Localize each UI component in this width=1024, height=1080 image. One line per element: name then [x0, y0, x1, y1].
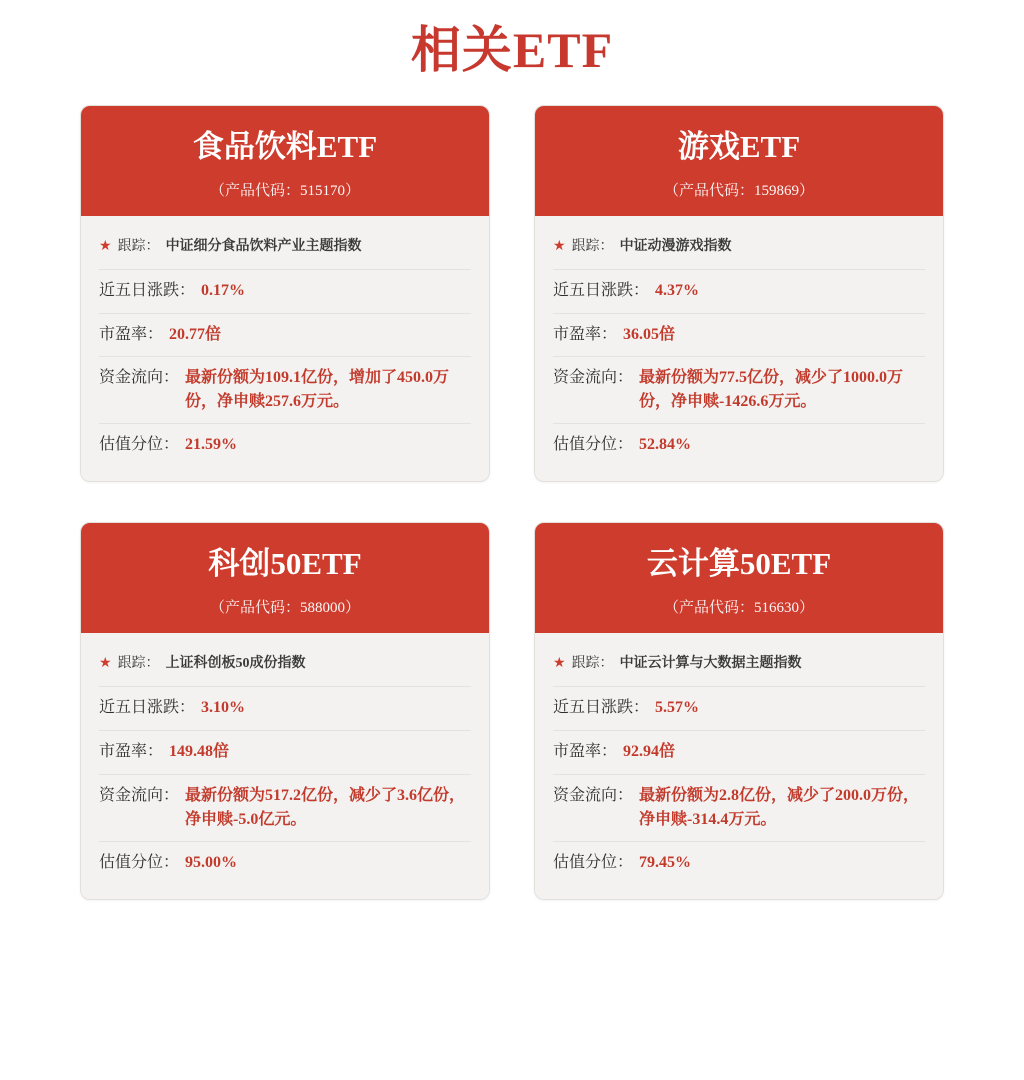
- etf-five-day-value: 3.10%: [201, 699, 246, 717]
- etf-card-header: [535, 106, 943, 216]
- etf-card-body: [535, 633, 943, 898]
- etf-flow-value: 最新份额为517.2亿份，减少了3.6亿份，净申赎-5.0亿元。: [185, 786, 466, 828]
- etf-track-label: 跟踪：: [117, 239, 160, 255]
- etf-flow-row: [99, 775, 471, 842]
- etf-five-day-value: 4.37%: [655, 281, 700, 299]
- etf-five-day-row: [99, 270, 471, 314]
- etf-track-row: [553, 230, 925, 270]
- etf-valuation-label: 估值分位：: [553, 853, 634, 871]
- etf-flow-row: [99, 357, 471, 424]
- etf-name: 科创50ETF: [208, 546, 362, 582]
- etf-flow-value: 最新份额为2.8亿份，减少了200.0万份，净申赎-314.4万元。: [639, 786, 920, 828]
- etf-valuation-value: 79.45%: [639, 853, 692, 871]
- etf-code: （产品代码：159869）: [663, 183, 814, 200]
- etf-flow-label: 资金流向：: [99, 369, 180, 387]
- etf-pe-label: 市盈率：: [99, 742, 164, 760]
- etf-track-row: [99, 230, 471, 270]
- etf-pe-label: 市盈率：: [99, 325, 164, 343]
- etf-card[interactable]: [534, 522, 944, 899]
- etf-track-label: 跟踪：: [117, 656, 160, 672]
- etf-card-header: [81, 106, 489, 216]
- etf-track-value: 上证科创板50成份指数: [165, 656, 306, 672]
- etf-pe-row: [553, 314, 925, 358]
- etf-pe-row: [99, 314, 471, 358]
- etf-flow-row: [553, 775, 925, 842]
- etf-track-value: 中证云计算与大数据主题指数: [619, 656, 802, 672]
- star-icon: ★: [553, 239, 566, 255]
- etf-name: 云计算50ETF: [646, 546, 832, 582]
- etf-pe-value: 20.77倍: [169, 325, 222, 343]
- etf-flow-label: 资金流向：: [553, 369, 634, 387]
- etf-track-row: [99, 647, 471, 687]
- etf-five-day-value: 5.57%: [655, 699, 700, 717]
- etf-valuation-value: 95.00%: [185, 853, 238, 871]
- star-icon: ★: [553, 656, 566, 672]
- etf-flow-row: [553, 357, 925, 424]
- etf-valuation-row: [553, 424, 925, 467]
- etf-track-label: 跟踪：: [571, 239, 614, 255]
- etf-code: （产品代码：588000）: [209, 600, 360, 617]
- etf-five-day-row: [553, 270, 925, 314]
- etf-flow-value: 最新份额为109.1亿份，增加了450.0万份，净申赎257.6万元。: [185, 369, 450, 411]
- etf-valuation-value: 52.84%: [639, 436, 692, 454]
- etf-code: （产品代码：515170）: [209, 183, 360, 200]
- etf-pe-row: [99, 731, 471, 775]
- etf-five-day-value: 0.17%: [201, 281, 246, 299]
- etf-flow-label: 资金流向：: [553, 786, 634, 804]
- etf-card-header: [535, 523, 943, 633]
- etf-code: （产品代码：516630）: [663, 600, 814, 617]
- etf-name: 游戏ETF: [677, 129, 801, 164]
- etf-flow-value: 最新份额为77.5亿份，减少了1000.0万份，净申赎-1426.6万元。: [639, 369, 904, 411]
- etf-pe-row: [553, 731, 925, 775]
- etf-five-day-label: 近五日涨跌：: [553, 281, 650, 299]
- etf-track-value: 中证细分食品饮料产业主题指数: [165, 239, 362, 255]
- etf-pe-label: 市盈率：: [553, 325, 618, 343]
- etf-name: 食品饮料ETF: [192, 129, 378, 164]
- etf-valuation-row: [553, 842, 925, 885]
- star-icon: ★: [99, 656, 112, 672]
- etf-card[interactable]: [80, 105, 490, 482]
- etf-track-label: 跟踪：: [571, 656, 614, 672]
- etf-flow-label: 资金流向：: [99, 786, 180, 804]
- etf-five-day-label: 近五日涨跌：: [553, 699, 650, 717]
- etf-card-body: [81, 633, 489, 898]
- etf-five-day-label: 近五日涨跌：: [99, 699, 196, 717]
- etf-valuation-label: 估值分位：: [99, 853, 180, 871]
- etf-five-day-row: [553, 687, 925, 731]
- etf-card[interactable]: [80, 522, 490, 899]
- etf-pe-value: 92.94倍: [623, 742, 676, 760]
- etf-valuation-row: [99, 424, 471, 467]
- etf-pe-value: 36.05倍: [623, 325, 676, 343]
- etf-card-body: [81, 216, 489, 481]
- etf-five-day-label: 近五日涨跌：: [99, 281, 196, 299]
- etf-card-body: [535, 216, 943, 481]
- etf-track-value: 中证动漫游戏指数: [619, 239, 732, 255]
- etf-pe-value: 149.48倍: [169, 742, 230, 760]
- etf-valuation-label: 估值分位：: [99, 436, 180, 454]
- etf-valuation-row: [99, 842, 471, 885]
- etf-card[interactable]: [534, 105, 944, 482]
- page-title: 相关ETF: [410, 22, 614, 78]
- etf-track-row: [553, 647, 925, 687]
- etf-valuation-value: 21.59%: [185, 436, 238, 454]
- etf-five-day-row: [99, 687, 471, 731]
- star-icon: ★: [99, 239, 112, 255]
- etf-pe-label: 市盈率：: [553, 742, 618, 760]
- etf-card-grid: [0, 105, 1024, 900]
- etf-valuation-label: 估值分位：: [553, 436, 634, 454]
- etf-card-header: [81, 523, 489, 633]
